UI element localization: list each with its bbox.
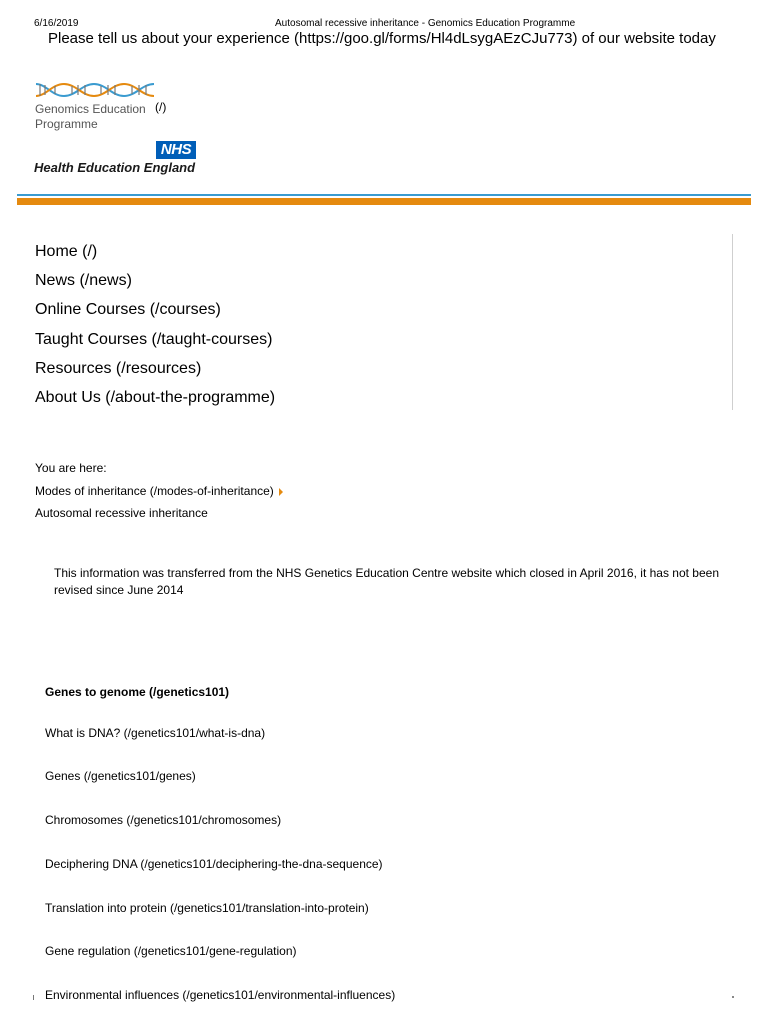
header-rule-blue — [17, 194, 751, 196]
nav-item-resources[interactable]: Resources (/resources) — [35, 359, 202, 377]
section-link-deciphering-dna[interactable]: Deciphering DNA (/genetics101/deciphering-the-dna-sequence) — [45, 857, 383, 871]
section-link-what-is-dna[interactable]: What is DNA? (/genetics101/what-is-dna) — [45, 726, 266, 740]
logo-line-1: Genomics Education — [35, 102, 146, 116]
breadcrumb-current: Autosomal recessive inheritance — [35, 506, 208, 520]
print-page-title: Autosomal recessive inheritance - Genomics Education Programme — [275, 18, 576, 29]
section-link-genes[interactable]: Genes (/genetics101/genes) — [45, 769, 196, 783]
hee-wordmark: Health Education England — [34, 160, 196, 175]
margin-mark-left — [33, 995, 34, 1000]
breadcrumb-label: You are here: — [35, 461, 107, 475]
section-link-chromosomes[interactable]: Chromosomes (/genetics101/chromosomes) — [45, 813, 282, 827]
breadcrumb — [35, 484, 283, 498]
nav-item-taught-courses[interactable]: Taught Courses (/taught-courses) — [35, 330, 273, 348]
logo-wordmark — [35, 102, 146, 132]
breadcrumb-parent-link[interactable]: Modes of inheritance (/modes-of-inheritance) — [35, 484, 274, 498]
section-heading-link[interactable]: Genes to genome (/genetics101) — [45, 685, 230, 699]
hee-logo[interactable] — [34, 141, 199, 181]
print-date: 6/16/2019 — [34, 18, 79, 29]
survey-banner-link[interactable]: Please tell us about your experience (https://goo.gl/forms/Hl4dLsygAEzCJu773) of our website today — [48, 30, 716, 47]
header-rule-orange — [17, 198, 751, 205]
logo-home-link[interactable]: (/) — [155, 100, 167, 114]
nav-item-home[interactable]: Home (/) — [35, 243, 98, 260]
margin-mark-right — [732, 996, 734, 998]
nav-divider — [732, 234, 733, 410]
section-link-translation[interactable]: Translation into protein (/genetics101/translation-into-protein) — [45, 901, 369, 915]
dna-helix-icon — [34, 80, 156, 100]
main-nav — [35, 237, 275, 412]
genomics-logo[interactable] — [34, 80, 214, 136]
archive-notice: This information was transferred from the NHS Genetics Education Centre website which closed in April 2016, it has not been revised since June 2014 — [54, 566, 719, 597]
nav-item-about-us[interactable]: About Us (/about-the-programme) — [35, 389, 276, 407]
nhs-badge: NHS — [156, 141, 196, 159]
nav-item-news[interactable]: News (/news) — [35, 272, 132, 290]
logo-line-2: Programme — [35, 117, 98, 131]
nav-item-online-courses[interactable]: Online Courses (/courses) — [35, 301, 221, 319]
section-link-gene-regulation[interactable]: Gene regulation (/genetics101/gene-regulation) — [45, 944, 297, 958]
section-link-environmental-influences[interactable]: Environmental influences (/genetics101/environmental-influences) — [45, 988, 396, 1002]
chevron-right-icon — [279, 488, 283, 496]
